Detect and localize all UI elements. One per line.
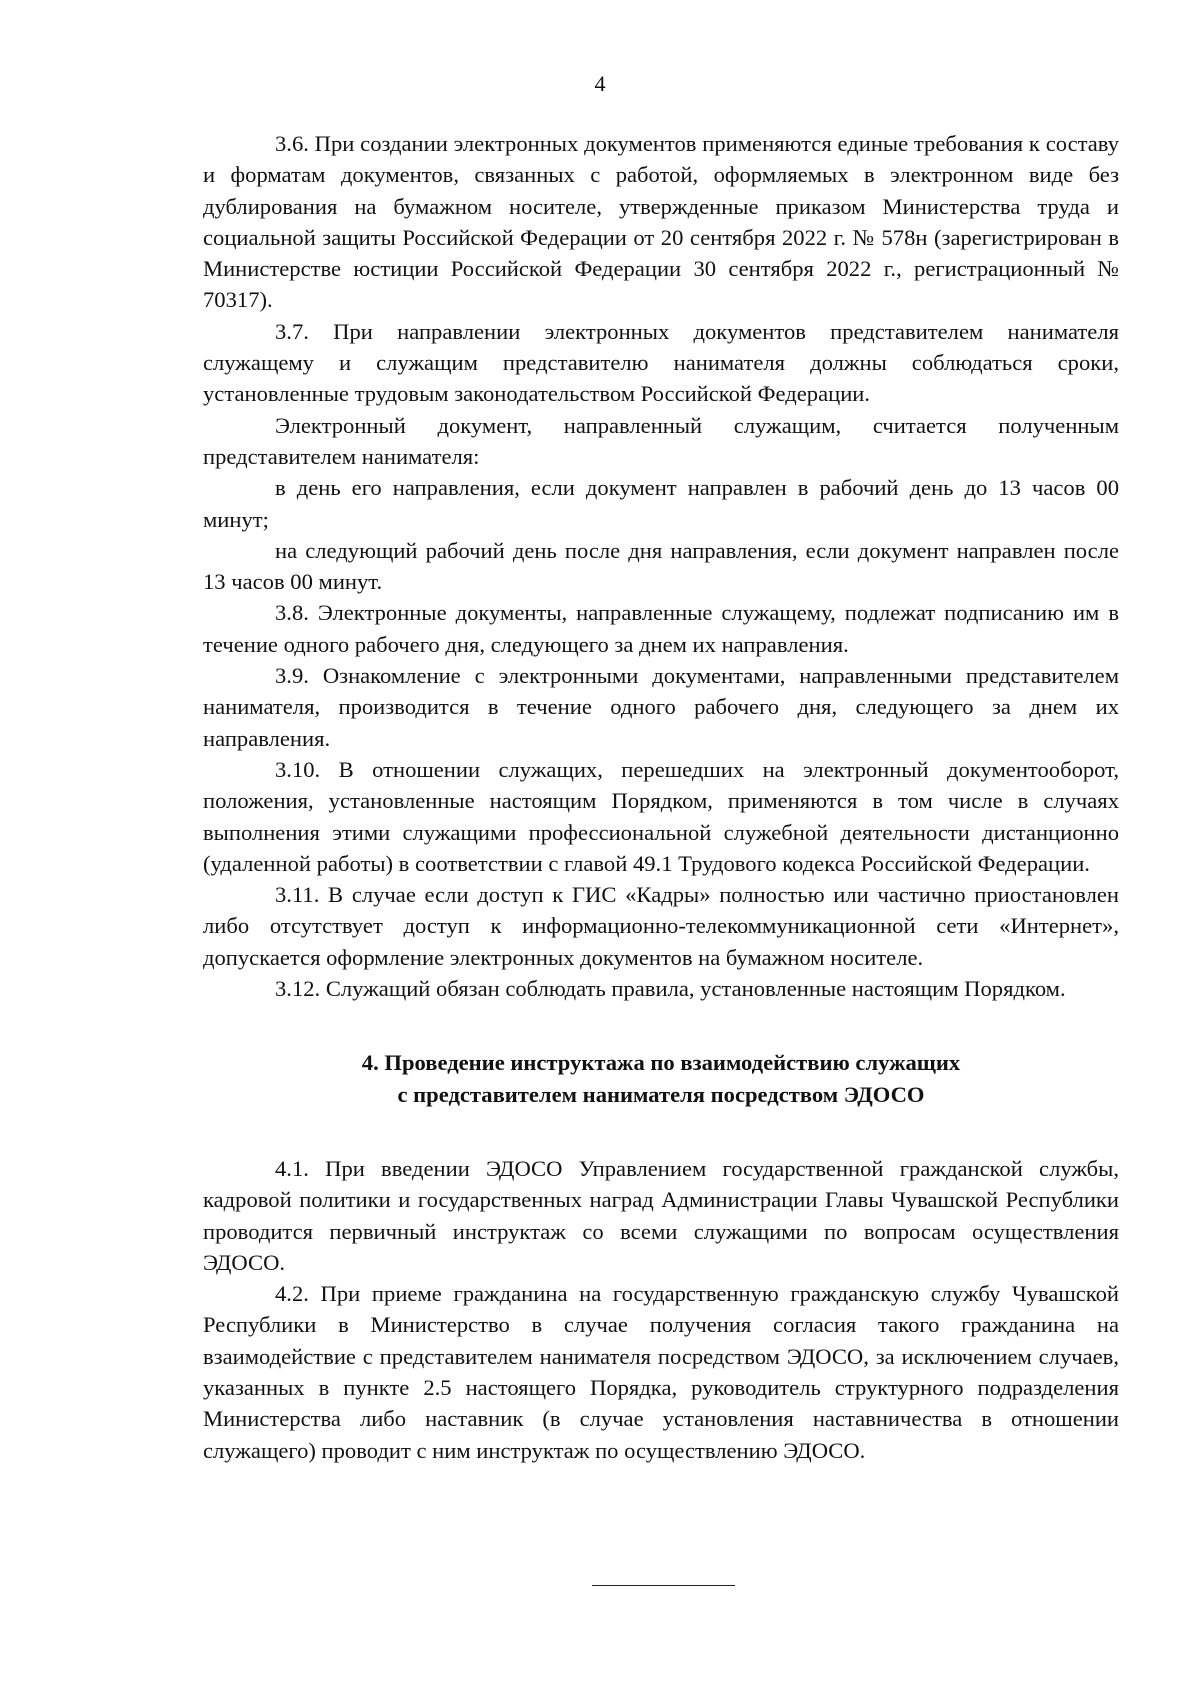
document-body [203,128,1119,1466]
section-heading-line-2: с представителем нанимателя посредством ЭДОСО [397,1081,925,1107]
paragraph-3-8: 3.8. Электронные документы, направленные служащему, подлежат подписанию им в течение одного рабочего дня, следующего за днем их направления. [203,600,1119,657]
section-4-heading [203,1047,1119,1110]
page-number: 4 [594,71,606,96]
paragraph-3-7: 3.7. При направлении электронных документов представителем нанимателя служащему и служащим представителю нанимателя должны соблюдаться сроки, установленные трудовым законодательством Российской Федерации. [203,318,1119,407]
paragraph-received: Электронный документ, направленный служащим, считается полученным представителем нанимателя: [203,412,1119,469]
paragraph-3-9: 3.9. Ознакомление с электронными документами, направленными представителем нанимателя, производится в течение одного рабочего дня, следующего за днем их направления. [203,663,1119,751]
paragraph-next-day: на следующий рабочий день после дня направления, если документ направлен после 13 часов 00 минут. [203,537,1119,595]
paragraph-4-1: 4.1. При введении ЭДОСО Управлением государственной гражданской службы, кадровой политики и государственных наград Администрации Главы Чувашской Республики проводится первичный инструктаж со всеми служащими по вопросам осуществления ЭДОСО. [203,1155,1119,1275]
paragraph-4-2: 4.2. При приеме гражданина на государственную гражданскую службу Чувашской Республики в Министерство в случае получения согласия такого гражданина на взаимодействие с представителем нанимателя посредством ЭДОСО, за исключением случаев, указанных в пункте 2.5 настоящего Порядка, руководитель структурного подразделения Министерства либо наставник (в случае установления наставничества в отношении служащего) проводит с ним инструктаж по осуществлению ЭДОСО. [203,1281,1119,1463]
paragraph-3-6: 3.6. При создании электронных документов применяются единые требования к составу и форматам документов, связанных с работой, оформляемых в электронном виде без дублирования на бумажном носителе, утвержденные приказом Министерства труда и социальной защиты Российской Федерации от 20 сентября 2022 г. № 578н (зарегистрирован в Министерстве юстиции Российской Федерации 30 сентября 2022 г., регистрационный № 70317). [203,131,1119,313]
end-of-document-line [592,1585,735,1586]
paragraph-3-12: 3.12. Служащий обязан соблюдать правила, установленные настоящим Порядком. [275,976,1066,1002]
paragraph-3-11: 3.11. В случае если доступ к ГИС «Кадры» полностью или частично приостановлен либо отсутствует доступ к информационно-телекоммуникационной сети «Интернет», допускается оформление электронных документов на бумажном носителе. [203,882,1119,970]
paragraph-same-day: в день его направления, если документ направлен в рабочий день до 13 часов 00 минут; [203,475,1119,532]
section-heading-line-1: 4. Проведение инструктажа по взаимодействию служащих [361,1050,961,1076]
paragraph-3-10: 3.10. В отношении служащих, перешедших на электронный документооборот, положения, установленные настоящим Порядком, применяются в том числе в случаях выполнения этими служащими профессиональной служебной деятельности дистанционно (удаленной работы) в соответствии с главой 49.1 Трудового кодекса Российской Федерации. [203,756,1119,876]
